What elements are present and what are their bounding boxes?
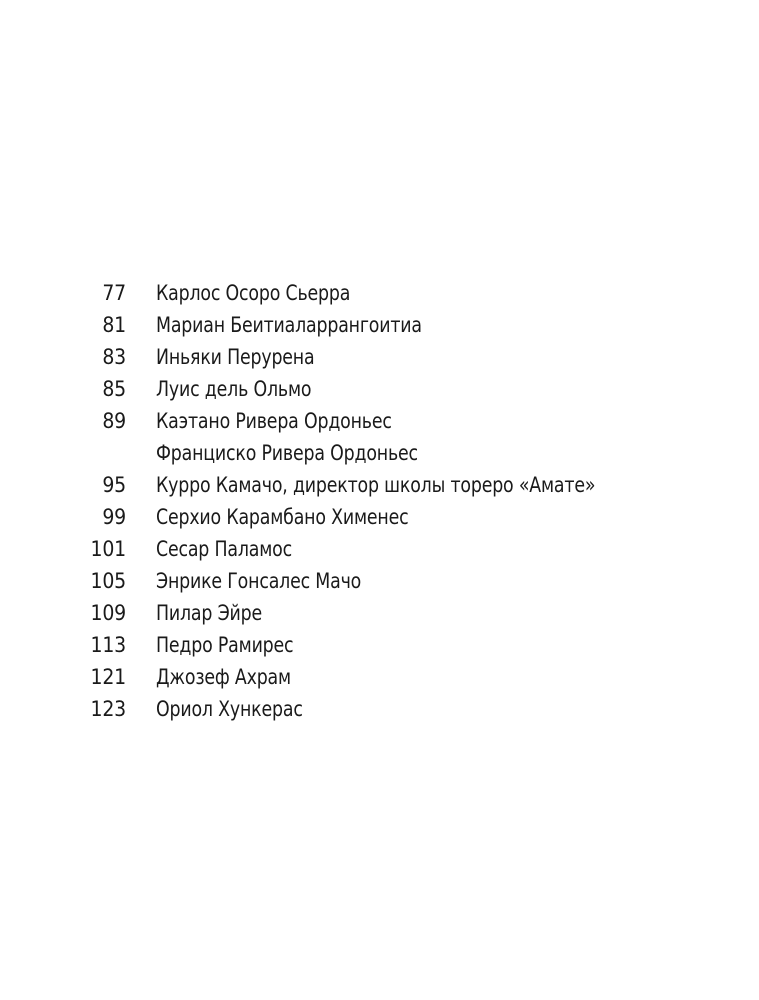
toc-entry-title: Луис дель Ольмо: [156, 377, 312, 401]
toc-entry: [0, 661, 759, 693]
toc-page-number: 101: [90, 537, 126, 561]
toc-entry-title: Энрике Гонсалес Мачо: [156, 569, 362, 593]
toc-entry-title: Сесар Паламос: [156, 537, 293, 561]
toc-page-number: 89: [102, 409, 126, 433]
toc-entry: [0, 597, 759, 629]
toc-entry: [0, 309, 759, 341]
toc-entry-title: Курро Камачо, директор школы тореро «Амате»: [156, 473, 596, 497]
toc-entry-title: Педро Рамирес: [156, 633, 294, 657]
toc-page-number: 121: [90, 665, 126, 689]
toc-entry-title: Серхио Карамбано Хименес: [156, 505, 409, 529]
table-of-contents: [0, 277, 759, 725]
toc-page-number: 99: [102, 505, 126, 529]
toc-page-number: 83: [102, 345, 126, 369]
toc-entry-title: Джозеф Ахрам: [156, 665, 291, 689]
toc-entry-title: Каэтано Ривера Ордоньес: [156, 409, 392, 433]
toc-page-number: 81: [102, 313, 126, 337]
toc-entry: [0, 693, 759, 725]
toc-entry-title: Иньяки Перурена: [156, 345, 315, 369]
toc-page-number: 105: [90, 569, 126, 593]
toc-page-number: 109: [90, 601, 126, 625]
toc-entry-title: Пилар Эйре: [156, 601, 263, 625]
toc-entry: [0, 405, 759, 437]
toc-entry-title: Франциско Ривера Ордоньес: [156, 441, 418, 465]
toc-entry: [0, 565, 759, 597]
toc-entry-title: Карлос Осоро Сьерра: [156, 281, 351, 305]
toc-entry-title: Ориол Хункерас: [156, 697, 303, 721]
toc-entry: [0, 629, 759, 661]
toc-entry: [0, 469, 759, 501]
toc-page-number: 77: [102, 281, 126, 305]
toc-page-number: 123: [90, 697, 126, 721]
toc-page-number: 113: [90, 633, 126, 657]
toc-entry: [0, 501, 759, 533]
toc-entry: [0, 533, 759, 565]
toc-entry: [0, 373, 759, 405]
toc-page-number: 95: [102, 473, 126, 497]
toc-page-number: 85: [102, 377, 126, 401]
toc-entry: [0, 341, 759, 373]
toc-entry: [0, 437, 759, 469]
toc-entry-title: Мариан Беитиаларрангоитиа: [156, 313, 422, 337]
toc-entry: [0, 277, 759, 309]
